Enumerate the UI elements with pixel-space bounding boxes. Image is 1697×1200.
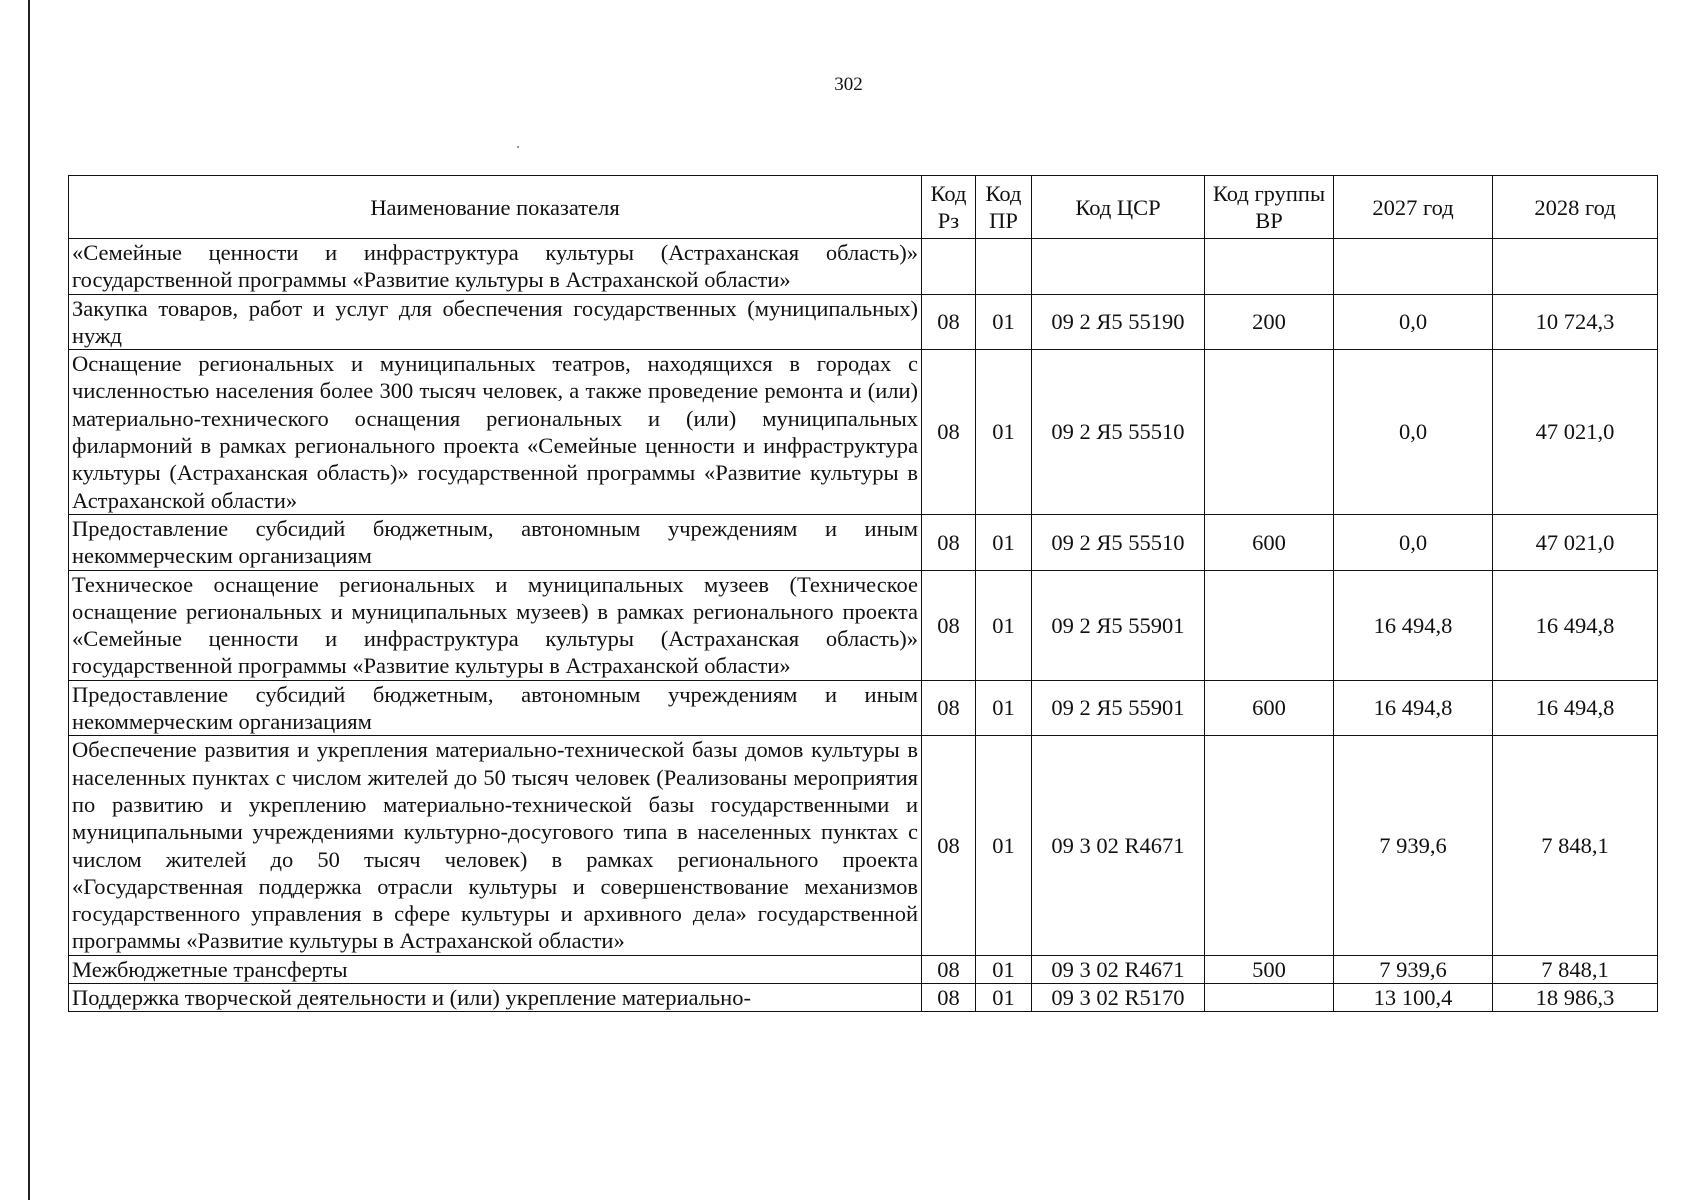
- cell-2027: 16 494,8: [1334, 680, 1493, 736]
- header-2027: 2027 год: [1334, 176, 1493, 239]
- cell-rz: 08: [922, 570, 976, 680]
- cell-rz: 08: [922, 955, 976, 983]
- cell-pr: [976, 239, 1032, 295]
- table-row: [69, 736, 1658, 955]
- cell-pr: 01: [976, 955, 1032, 983]
- cell-rz: [922, 239, 976, 295]
- cell-2027: 7 939,6: [1334, 736, 1493, 955]
- scan-speck: [517, 146, 519, 148]
- cell-pr: 01: [976, 570, 1032, 680]
- table-row: [69, 955, 1658, 983]
- cell-name: Межбюджетные трансферты: [69, 955, 922, 983]
- header-rz: Код Рз: [922, 176, 976, 239]
- cell-vr: [1205, 350, 1334, 515]
- cell-rz: 08: [922, 294, 976, 350]
- cell-2027: 0,0: [1334, 294, 1493, 350]
- table-row: [69, 514, 1658, 570]
- cell-2028: 7 848,1: [1493, 955, 1658, 983]
- cell-csr: 09 2 Я5 55510: [1032, 350, 1205, 515]
- cell-name: «Семейные ценности и инфраструктура культуры (Астраханская область)» государственной программы «Развитие культуры в Астраханской области»: [69, 239, 922, 295]
- cell-name: Предоставление субсидий бюджетным, автономным учреждениям и иным некоммерческим организациям: [69, 680, 922, 736]
- cell-2028: 16 494,8: [1493, 680, 1658, 736]
- cell-name: Поддержка творческой деятельности и (или) укрепление материально-: [69, 984, 922, 1012]
- cell-name: Закупка товаров, работ и услуг для обеспечения государственных (муниципальных) нужд: [69, 294, 922, 350]
- header-pr: Код ПР: [976, 176, 1032, 239]
- cell-pr: 01: [976, 984, 1032, 1012]
- cell-csr: 09 2 Я5 55190: [1032, 294, 1205, 350]
- table-row: [69, 239, 1658, 295]
- table-row: [69, 294, 1658, 350]
- page-number: 302: [834, 74, 863, 95]
- budget-table: [68, 175, 1658, 1012]
- cell-csr: 09 3 02 R4671: [1032, 955, 1205, 983]
- cell-vr: [1205, 736, 1334, 955]
- cell-rz: 08: [922, 984, 976, 1012]
- cell-name: Техническое оснащение региональных и муниципальных музеев (Техническое оснащение региональных и муниципальных музеев) в рамках регионального проекта «Семейные ценности и инфраструктура культуры (Астраханская область)» государственной программы «Развитие культуры в Астраханской области»: [69, 570, 922, 680]
- cell-name: Обеспечение развития и укрепления материально-технической базы домов культуры в населенных пунктах с числом жителей до 50 тысяч человек (Реализованы мероприятия по развитию и укреплению материально-технической базы государственными и муниципальными учреждениями культурно-досугового типа в населенных пунктах с числом жителей до 50 тысяч человек) в рамках регионального проекта «Государственная поддержка отрасли культуры и совершенствование механизмов государственного управления в сфере культуры и архивного дела» государственной программы «Развитие культуры в Астраханской области»: [69, 736, 922, 955]
- table-row: [69, 680, 1658, 736]
- cell-vr: [1205, 570, 1334, 680]
- cell-rz: 08: [922, 680, 976, 736]
- cell-csr: 09 3 02 R5170: [1032, 984, 1205, 1012]
- cell-csr: 09 2 Я5 55901: [1032, 570, 1205, 680]
- cell-csr: [1032, 239, 1205, 295]
- cell-vr: 500: [1205, 955, 1334, 983]
- cell-2027: 7 939,6: [1334, 955, 1493, 983]
- cell-rz: 08: [922, 514, 976, 570]
- cell-2028: 16 494,8: [1493, 570, 1658, 680]
- header-csr: Код ЦСР: [1032, 176, 1205, 239]
- table-row: [69, 350, 1658, 515]
- cell-2028: 18 986,3: [1493, 984, 1658, 1012]
- cell-pr: 01: [976, 514, 1032, 570]
- cell-2028: 47 021,0: [1493, 514, 1658, 570]
- cell-vr: 200: [1205, 294, 1334, 350]
- table-row: [69, 984, 1658, 1012]
- binding-margin-line: [28, 0, 30, 1200]
- cell-pr: 01: [976, 736, 1032, 955]
- header-vr: Код группы ВР: [1205, 176, 1334, 239]
- cell-pr: 01: [976, 350, 1032, 515]
- cell-pr: 01: [976, 680, 1032, 736]
- cell-vr: [1205, 984, 1334, 1012]
- cell-2027: 0,0: [1334, 514, 1493, 570]
- cell-rz: 08: [922, 350, 976, 515]
- cell-2027: 16 494,8: [1334, 570, 1493, 680]
- cell-2028: [1493, 239, 1658, 295]
- cell-2028: 10 724,3: [1493, 294, 1658, 350]
- cell-pr: 01: [976, 294, 1032, 350]
- cell-vr: 600: [1205, 514, 1334, 570]
- table-header-row: [69, 176, 1658, 239]
- cell-vr: [1205, 239, 1334, 295]
- header-2028: 2028 год: [1493, 176, 1658, 239]
- cell-2027: 13 100,4: [1334, 984, 1493, 1012]
- cell-2028: 7 848,1: [1493, 736, 1658, 955]
- cell-rz: 08: [922, 736, 976, 955]
- cell-name: Оснащение региональных и муниципальных театров, находящихся в городах с численностью населения более 300 тысяч человек, а также проведение ремонта и (или) материально-технического оснащения региональных и (или) муниципальных филармоний в рамках регионального проекта «Семейные ценности и инфраструктура культуры (Астраханская область)» государственной программы «Развитие культуры в Астраханской области»: [69, 350, 922, 515]
- cell-2027: 0,0: [1334, 350, 1493, 515]
- cell-name: Предоставление субсидий бюджетным, автономным учреждениям и иным некоммерческим организациям: [69, 514, 922, 570]
- cell-vr: 600: [1205, 680, 1334, 736]
- cell-csr: 09 2 Я5 55510: [1032, 514, 1205, 570]
- cell-2028: 47 021,0: [1493, 350, 1658, 515]
- cell-csr: 09 3 02 R4671: [1032, 736, 1205, 955]
- table-row: [69, 570, 1658, 680]
- header-name: Наименование показателя: [69, 176, 922, 239]
- cell-2027: [1334, 239, 1493, 295]
- cell-csr: 09 2 Я5 55901: [1032, 680, 1205, 736]
